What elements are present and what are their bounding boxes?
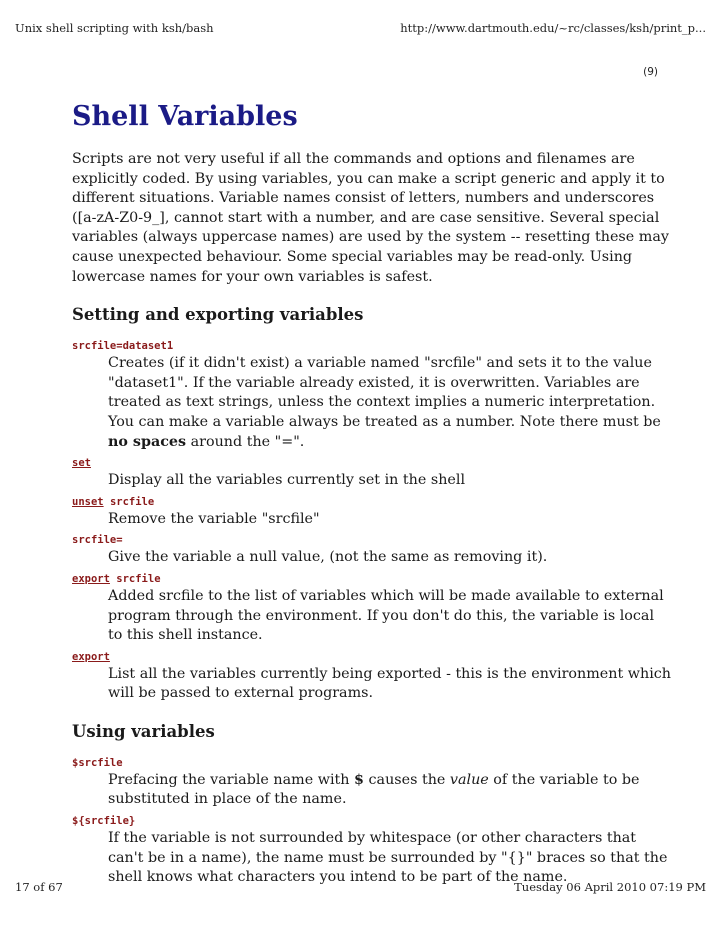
footer-page-count: 17 of 67 [15,880,63,894]
term-dollar-srcfile: $srcfile [72,756,123,769]
main-content [72,98,672,888]
term-export-srcfile: export srcfile [72,572,161,585]
intro-paragraph: Scripts are not very useful if all the commands and options and filenames are explicitly coded. By using variables, you can make a script generic and apply it to different situations. Variable names consist of letters, numbers and underscores ([a-zA-Z0-9_], cannot start with a number, and are case sensitive. Several special variables (always uppercase names) are used by the system -- resetting these may cause unexpected behaviour. Some special variables may be read-only. Using lowercase names for your own variables is safest. [72,151,669,285]
definition-list-setting [72,338,672,704]
link-export-list[interactable]: export [72,650,110,663]
term-brace-srcfile: ${srcfile} [72,815,136,828]
term-unset: unset srcfile [72,495,155,508]
definition-list-using [72,755,672,888]
page-title: Shell Variables [72,101,298,132]
term-srcfile-null: srcfile= [72,534,123,547]
desc-srcfile-null: Give the variable a null value, (not the same as removing it). [108,549,548,566]
section-heading-using: Using variables [72,721,215,741]
desc-dollar-srcfile: Prefacing the variable name with $ causes the value of the variable to be substituted in place of the name. [108,771,640,808]
header-page-title: Unix shell scripting with ksh/bash [15,21,214,35]
desc-set: Display all the variables currently set in the shell [108,472,466,489]
desc-unset: Remove the variable "srcfile" [108,510,320,527]
desc-export-srcfile: Added srcfile to the list of variables which will be made available to external program through the environment. If you don't do this, the variable is local to this shell instance. [108,587,664,644]
emphasis-no-spaces: no spaces [108,433,187,450]
term-srcfile-assign: srcfile=dataset1 [72,340,174,353]
link-export[interactable]: export [72,572,110,585]
desc-export: List all the variables currently being exported - this is the environment which will be passed to external programs. [108,665,671,702]
desc-srcfile-assign: Creates (if it didn't exist) a variable named "srcfile" and sets it to the value "dataset1". If the variable already existed, it is overwritten. Variables are treated as text strings, unless the context implies a numeric interpretation. You can make a variable always be treated as a number. Note there must be no spaces around the "=". [108,355,661,450]
footer-timestamp: Tuesday 06 April 2010 07:19 PM [514,880,706,894]
page-marker: (9) [643,66,658,78]
term-set [72,455,672,471]
desc-brace-srcfile: If the variable is not surrounded by whitespace (or other characters that can't be in a name), the name must be surrounded by "{}" braces so that the shell knows what characters you intend to be part of the name. [108,830,668,886]
link-set[interactable]: set [72,457,91,470]
term-export [72,649,672,665]
header-url: http://www.dartmouth.edu/~rc/classes/ksh/print_p... [400,21,706,35]
section-heading-setting: Setting and exporting variables [72,305,364,325]
link-unset[interactable]: unset [72,495,104,508]
